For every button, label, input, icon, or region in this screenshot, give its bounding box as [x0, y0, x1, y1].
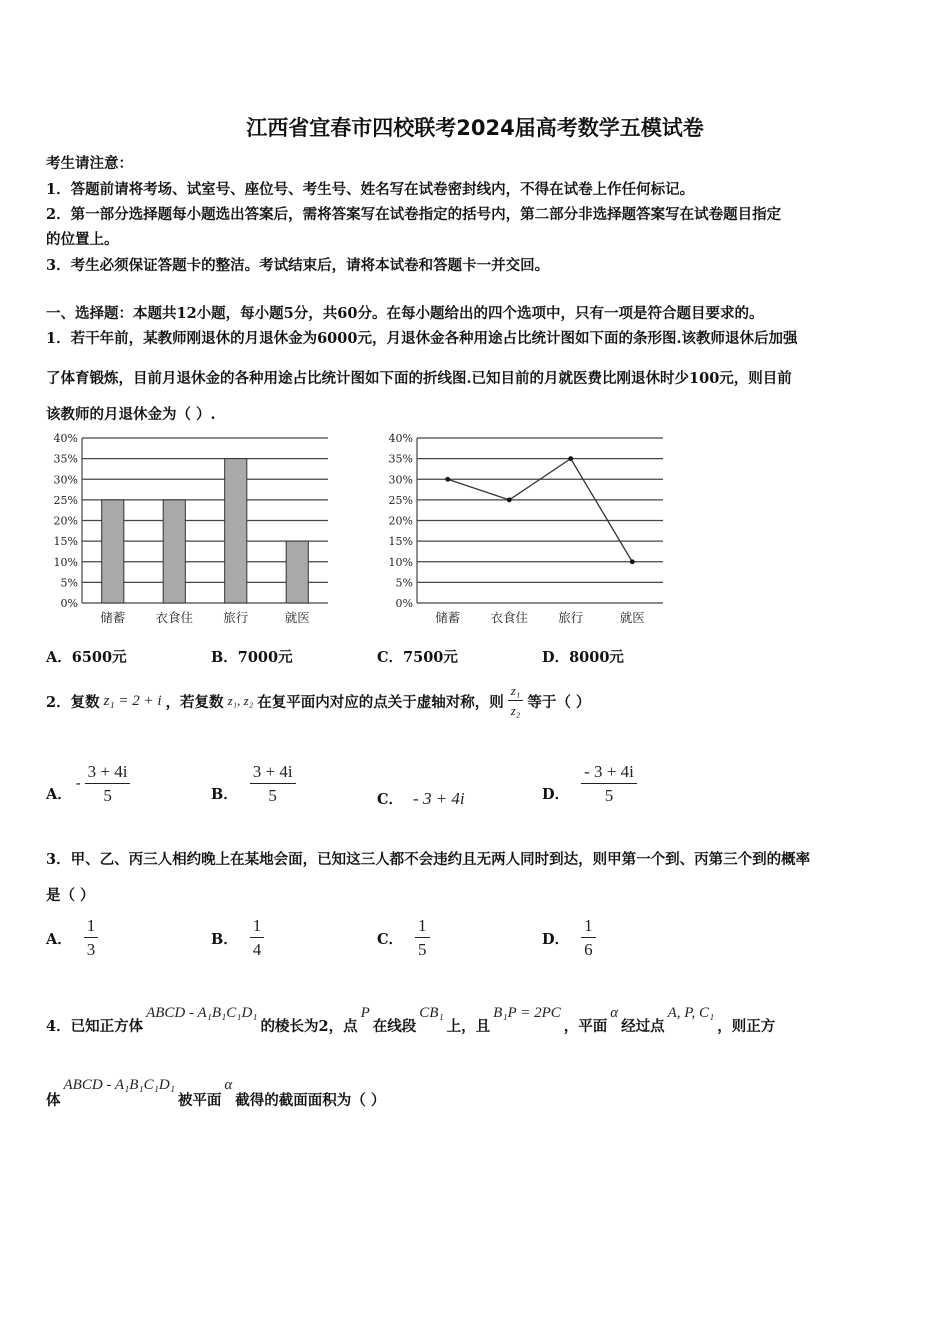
- q3-a-fraction: [84, 916, 99, 960]
- q3-c-den: 5: [418, 940, 427, 959]
- q3-b-fraction: [250, 916, 265, 960]
- q3-b-label: B．: [211, 930, 238, 948]
- q2-ratio-fraction: [508, 683, 524, 719]
- q4-alpha: α: [224, 1077, 233, 1093]
- q1-text: 1．若干年前，某教师刚退休的月退休金为6000元，月退休金各种用途占比统计图如下面的条形图.该教师退休后加强: [46, 330, 798, 347]
- q4-text: ，则正方: [717, 1018, 776, 1035]
- notice-item: 1．答题前请将考场、试室号、座位号、考生号、姓名写在试卷密封线内，不得在试卷上作任何标记。: [46, 181, 695, 198]
- x-tick-label: 储蓄: [435, 610, 461, 625]
- q2-b-num: 3 + 4i: [250, 762, 296, 784]
- section-heading: 一、选择题：本题共12小题，每小题5分，共60分。在每小题给出的四个选项中，只有一项是符合题目要求的。: [46, 305, 764, 322]
- q2-a-den: 5: [103, 786, 112, 805]
- q2-a-label: A．: [46, 786, 72, 803]
- series-line: [448, 459, 633, 562]
- y-tick-label: 15%: [388, 535, 413, 549]
- x-tick-label: 旅行: [558, 610, 584, 625]
- q2-b-den: 5: [268, 786, 277, 805]
- q4-text: 体: [46, 1092, 61, 1109]
- y-tick-label: 40%: [53, 432, 78, 445]
- line-chart: [375, 430, 675, 630]
- q3-d-fraction: [581, 916, 596, 960]
- q3-c-num: 1: [415, 916, 430, 938]
- q2-d-fraction: [581, 762, 637, 806]
- q2-a-fraction: [85, 762, 131, 806]
- bar-chart: [40, 430, 340, 630]
- x-tick-label: 旅行: [223, 610, 249, 625]
- q4-segment: CB₁: [419, 1005, 444, 1021]
- q2-text: [46, 683, 590, 719]
- x-tick-label: 衣食住: [155, 610, 194, 625]
- q4-text: 在线段: [372, 1018, 417, 1035]
- bar: [286, 541, 308, 603]
- notice-item: 2．第一部分选择题每小题选出答案后，需将答案写在试卷指定的括号内，第二部分非选择题答案写在试卷题目指定: [46, 206, 782, 223]
- q3-c-fraction: [415, 916, 430, 960]
- q2-mid2: 在复平面内对应的点关于虚轴对称，则: [257, 693, 504, 711]
- q2-d-label: D．: [542, 786, 570, 803]
- q3-option-b[interactable]: [211, 916, 264, 960]
- q3-b-den: 4: [252, 940, 262, 959]
- q3-a-den: 3: [86, 940, 96, 959]
- q2-a-sign: -: [75, 776, 81, 792]
- y-tick-label: 35%: [53, 452, 78, 466]
- y-tick-label: 5%: [60, 576, 78, 590]
- y-tick-label: 15%: [53, 535, 78, 549]
- q2-post: 等于（ ）: [527, 693, 591, 711]
- bar: [225, 459, 247, 603]
- q3-d-num: 1: [581, 916, 596, 938]
- y-tick-label: 10%: [53, 555, 78, 569]
- q2-ratio-den: z₂: [510, 703, 521, 718]
- q2-z1-equation: z₁ = 2 + i: [103, 692, 162, 709]
- q4-text: 的棱长为2，点: [260, 1018, 358, 1035]
- q3-c-label: C．: [377, 930, 404, 948]
- q1-option-a[interactable]: A．6500元: [46, 649, 127, 666]
- y-tick-label: 30%: [388, 473, 413, 487]
- q2-ratio-num: z₁: [508, 683, 524, 701]
- x-tick-label: 衣食住: [490, 610, 529, 625]
- y-tick-label: 10%: [388, 555, 413, 569]
- y-tick-label: 25%: [53, 493, 78, 507]
- q4-line-2: [46, 1077, 385, 1110]
- q4-alpha: α: [610, 1005, 619, 1021]
- q4-line-1: [46, 1005, 775, 1036]
- q3-option-a[interactable]: [46, 916, 98, 960]
- x-tick-label: 就医: [284, 610, 310, 625]
- bar: [102, 500, 124, 603]
- page-title: 江西省宜春市四校联考2024届高考数学五模试卷: [246, 116, 704, 140]
- data-point: [630, 559, 635, 564]
- q2-c-label: C．: [377, 791, 404, 808]
- q1-option-d[interactable]: D．8000元: [542, 649, 624, 666]
- q4-point-p: P: [360, 1005, 370, 1021]
- notice-item: 3．考生必须保证答题卡的整洁。考试结束后，请将本试卷和答题卡一并交回。: [46, 257, 550, 274]
- q2-b-label: B．: [211, 786, 238, 803]
- q1-option-b[interactable]: B．7000元: [211, 649, 293, 666]
- q3-option-d[interactable]: [542, 916, 596, 960]
- q4-text: 截得的截面面积为（ ）: [235, 1092, 386, 1109]
- q2-z1z2: z₁, z₂: [227, 693, 254, 708]
- q1-option-c[interactable]: C．7500元: [377, 649, 458, 666]
- q3-d-den: 6: [584, 940, 593, 959]
- q4-cube: ABCD - A₁B₁C₁D₁: [63, 1077, 175, 1093]
- q3-b-num: 1: [250, 916, 265, 938]
- q3-a-label: A．: [46, 930, 72, 948]
- q3-text: 3．甲、乙、丙三人相约晚上在某地会面，已知这三人都不会违约且无两人同时到达，则甲第一个到、丙第三个到的概率: [46, 851, 811, 868]
- q2-mid1: ，若复数: [165, 693, 224, 711]
- q3-d-label: D．: [542, 930, 570, 948]
- notice-heading: 考生请注意：: [46, 155, 133, 172]
- q1-text: 该教师的月退休金为（ ）.: [46, 406, 216, 423]
- q3-text: 是（ ）: [46, 887, 95, 904]
- q2-option-c[interactable]: [377, 788, 465, 809]
- data-point: [445, 477, 450, 482]
- data-point: [568, 456, 573, 461]
- y-tick-label: 40%: [388, 432, 413, 445]
- q3-a-num: 1: [84, 916, 99, 938]
- q4-cube: ABCD - A₁B₁C₁D₁: [146, 1005, 258, 1021]
- q4-text: 被平面: [177, 1092, 222, 1109]
- q1-text: 了体育锻炼，目前月退休金的各种用途占比统计图如下面的折线图.已知目前的月就医费比刚退休时少100元，则目前: [46, 370, 792, 387]
- y-tick-label: 25%: [388, 493, 413, 507]
- y-tick-label: 35%: [388, 452, 413, 466]
- q2-b-fraction: [250, 762, 296, 806]
- y-tick-label: 0%: [60, 597, 78, 610]
- q2-option-b[interactable]: [211, 762, 296, 806]
- y-tick-label: 5%: [395, 576, 413, 590]
- y-tick-label: 30%: [53, 473, 78, 487]
- y-tick-label: 0%: [395, 597, 413, 610]
- data-point: [507, 497, 512, 502]
- q4-points: A, P, C₁: [667, 1005, 715, 1021]
- q2-c-expr: - 3 + 4i: [413, 788, 465, 808]
- q2-a-num: 3 + 4i: [85, 762, 131, 784]
- q2-d-den: 5: [604, 786, 614, 805]
- q2-option-a[interactable]: [46, 762, 130, 806]
- y-tick-label: 20%: [53, 514, 78, 528]
- bar: [163, 500, 185, 603]
- q2-option-d[interactable]: [542, 762, 637, 806]
- q2-d-num: - 3 + 4i: [581, 762, 637, 784]
- q4-text: 上，且: [446, 1018, 491, 1035]
- x-tick-label: 就医: [619, 610, 645, 625]
- y-tick-label: 20%: [388, 514, 413, 528]
- q4-text: 经过点: [621, 1018, 665, 1035]
- q3-option-c[interactable]: [377, 916, 430, 960]
- x-tick-label: 储蓄: [100, 610, 126, 625]
- q4-text: 4．已知正方体: [46, 1018, 144, 1035]
- q2-pre: 2．复数: [46, 693, 100, 711]
- q4-text: ，平面: [563, 1018, 608, 1035]
- q4-equation: B₁P = 2PC: [493, 1005, 561, 1021]
- notice-item: 的位置上。: [46, 231, 119, 248]
